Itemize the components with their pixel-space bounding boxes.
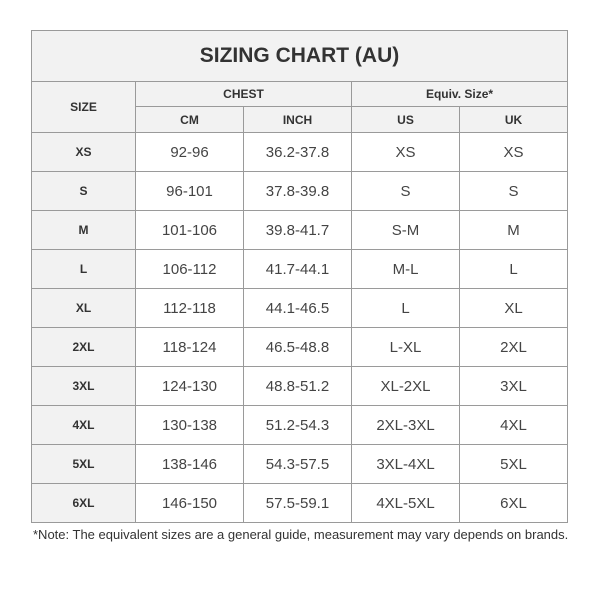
uk-size-cell: S: [460, 172, 568, 211]
table-row: [32, 406, 568, 445]
uk-size-cell: XL: [460, 289, 568, 328]
chest-inch-cell: 46.5-48.8: [244, 328, 352, 367]
us-size-cell: 4XL-5XL: [352, 484, 460, 523]
chest-inch-cell: 41.7-44.1: [244, 250, 352, 289]
chest-inch-cell: 57.5-59.1: [244, 484, 352, 523]
table-row: [32, 484, 568, 523]
us-size-cell: XL-2XL: [352, 367, 460, 406]
uk-column-header: UK: [460, 107, 568, 133]
equiv-size-group-header: Equiv. Size*: [352, 82, 568, 107]
size-cell: 5XL: [32, 445, 136, 484]
us-size-cell: S: [352, 172, 460, 211]
footnote: *Note: The equivalent sizes are a general guide, measurement may vary depends on brands.: [33, 527, 569, 542]
chest-inch-cell: 39.8-41.7: [244, 211, 352, 250]
table-row: [32, 367, 568, 406]
chest-cm-cell: 101-106: [136, 211, 244, 250]
size-cell: 2XL: [32, 328, 136, 367]
table-row: [32, 133, 568, 172]
us-size-cell: L-XL: [352, 328, 460, 367]
us-size-cell: 2XL-3XL: [352, 406, 460, 445]
size-cell: XS: [32, 133, 136, 172]
chest-cm-cell: 106-112: [136, 250, 244, 289]
table-row: [32, 289, 568, 328]
table-body: [32, 31, 568, 523]
table-row: [32, 328, 568, 367]
us-size-cell: S-M: [352, 211, 460, 250]
size-cell: 3XL: [32, 367, 136, 406]
sizing-chart-table: [31, 30, 568, 523]
chest-group-header: CHEST: [136, 82, 352, 107]
group-header-row: [32, 82, 568, 107]
chest-inch-cell: 51.2-54.3: [244, 406, 352, 445]
table-row: [32, 250, 568, 289]
us-size-cell: M-L: [352, 250, 460, 289]
uk-size-cell: 4XL: [460, 406, 568, 445]
table-row: [32, 172, 568, 211]
chest-inch-cell: 36.2-37.8: [244, 133, 352, 172]
chest-cm-cell: 118-124: [136, 328, 244, 367]
uk-size-cell: L: [460, 250, 568, 289]
size-cell: 4XL: [32, 406, 136, 445]
size-cell: M: [32, 211, 136, 250]
chest-cm-cell: 146-150: [136, 484, 244, 523]
size-cell: 6XL: [32, 484, 136, 523]
uk-size-cell: M: [460, 211, 568, 250]
uk-size-cell: 6XL: [460, 484, 568, 523]
size-cell: L: [32, 250, 136, 289]
table-row: [32, 445, 568, 484]
uk-size-cell: 3XL: [460, 367, 568, 406]
cm-column-header: CM: [136, 107, 244, 133]
chest-inch-cell: 54.3-57.5: [244, 445, 352, 484]
uk-size-cell: XS: [460, 133, 568, 172]
chest-cm-cell: 138-146: [136, 445, 244, 484]
us-size-cell: XS: [352, 133, 460, 172]
inch-column-header: INCH: [244, 107, 352, 133]
chest-inch-cell: 44.1-46.5: [244, 289, 352, 328]
title-row: [32, 31, 568, 82]
chest-cm-cell: 112-118: [136, 289, 244, 328]
chart-title: SIZING CHART (AU): [32, 31, 568, 82]
uk-size-cell: 5XL: [460, 445, 568, 484]
chest-cm-cell: 96-101: [136, 172, 244, 211]
chest-inch-cell: 37.8-39.8: [244, 172, 352, 211]
size-cell: XL: [32, 289, 136, 328]
size-cell: S: [32, 172, 136, 211]
chest-cm-cell: 92-96: [136, 133, 244, 172]
us-size-cell: L: [352, 289, 460, 328]
chest-cm-cell: 124-130: [136, 367, 244, 406]
chest-cm-cell: 130-138: [136, 406, 244, 445]
uk-size-cell: 2XL: [460, 328, 568, 367]
table-row: [32, 211, 568, 250]
us-size-cell: 3XL-4XL: [352, 445, 460, 484]
us-column-header: US: [352, 107, 460, 133]
chest-inch-cell: 48.8-51.2: [244, 367, 352, 406]
size-column-header: SIZE: [32, 82, 136, 133]
